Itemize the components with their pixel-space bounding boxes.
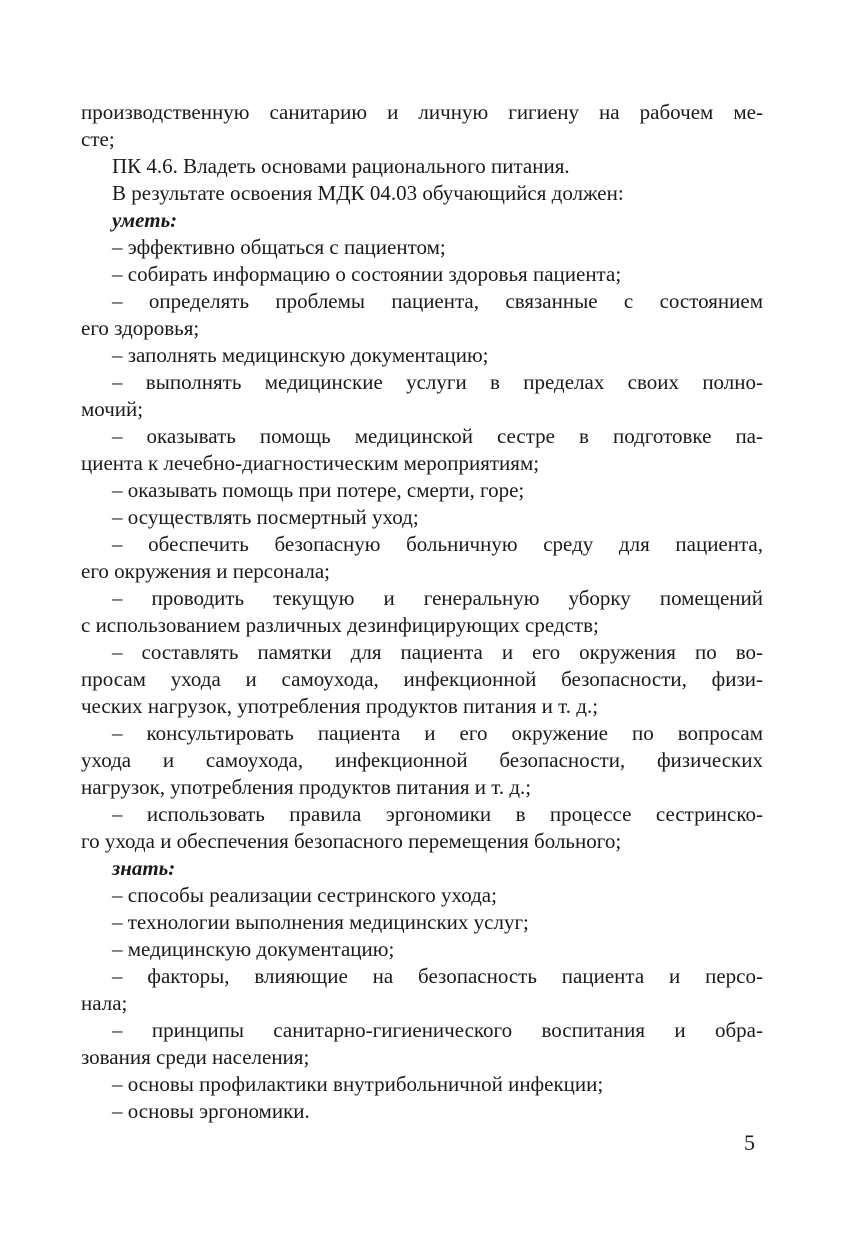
text-line: – способы реализации сестринского ухода; bbox=[112, 883, 497, 907]
text-line: – факторы, влияющие на безопасность пациента и персо- bbox=[112, 964, 763, 988]
text-line: – собирать информацию о состоянии здоровья пациента; bbox=[112, 262, 622, 286]
text-line: нала; bbox=[81, 991, 128, 1015]
text-line: го ухода и обеспечения безопасного перемещения больного; bbox=[81, 829, 622, 853]
text-line: – составлять памятки для пациента и его окружения по во- bbox=[112, 640, 763, 664]
section-heading: уметь: bbox=[112, 208, 178, 232]
text-line: – выполнять медицинские услуги в пределах своих полно- bbox=[112, 370, 763, 394]
text-line: его здоровья; bbox=[81, 316, 200, 340]
text-line: – консультировать пациента и его окружение по вопросам bbox=[112, 721, 763, 745]
text-line: мочий; bbox=[81, 397, 144, 421]
text-line: с использованием различных дезинфицирующих средств; bbox=[81, 613, 599, 637]
text-line: – проводить текущую и генеральную уборку помещений bbox=[112, 586, 763, 610]
text-line: – определять проблемы пациента, связанные с состоянием bbox=[112, 289, 763, 313]
text-line: – эффективно общаться с пациентом; bbox=[112, 235, 446, 259]
page-body bbox=[81, 99, 763, 1125]
page-number: 5 bbox=[744, 1130, 755, 1155]
section-heading: знать: bbox=[112, 856, 176, 880]
text-line: – обеспечить безопасную больничную среду для пациента, bbox=[112, 532, 763, 556]
text-line: сте; bbox=[81, 127, 115, 151]
text-line: – основы эргономики. bbox=[112, 1099, 310, 1123]
text-line: – оказывать помощь медицинской сестре в подготовке па- bbox=[112, 424, 763, 448]
text-line: его окружения и персонала; bbox=[81, 559, 330, 583]
text-line: – использовать правила эргономики в процессе сестринско- bbox=[112, 802, 763, 826]
text-line: просам ухода и самоухода, инфекционной безопасности, физи- bbox=[81, 667, 763, 691]
text-line: ухода и самоухода, инфекционной безопасности, физических bbox=[81, 748, 763, 772]
text-line: ческих нагрузок, употребления продуктов питания и т. д.; bbox=[81, 694, 599, 718]
text-line: нагрузок, употребления продуктов питания и т. д.; bbox=[81, 775, 532, 799]
text-line: – заполнять медицинскую документацию; bbox=[112, 343, 489, 367]
text-line: производственную санитарию и личную гигиену на рабочем ме- bbox=[81, 100, 763, 124]
text-line: – принципы санитарно-гигиенического воспитания и обра- bbox=[112, 1018, 763, 1042]
text-line: – основы профилактики внутрибольничной инфекции; bbox=[112, 1072, 604, 1096]
text-line: – медицинскую документацию; bbox=[112, 937, 395, 961]
text-line: – технологии выполнения медицинских услуг; bbox=[112, 910, 529, 934]
text-line: – оказывать помощь при потере, смерти, горе; bbox=[112, 478, 525, 502]
text-line: циента к лечебно-диагностическим мероприятиям; bbox=[81, 451, 540, 475]
text-line: зования среди населения; bbox=[81, 1045, 310, 1069]
text-line: ПК 4.6. Владеть основами рационального питания. bbox=[112, 154, 570, 178]
text-line: В результате освоения МДК 04.03 обучающийся должен: bbox=[112, 181, 624, 205]
text-line: – осуществлять посмертный уход; bbox=[112, 505, 419, 529]
